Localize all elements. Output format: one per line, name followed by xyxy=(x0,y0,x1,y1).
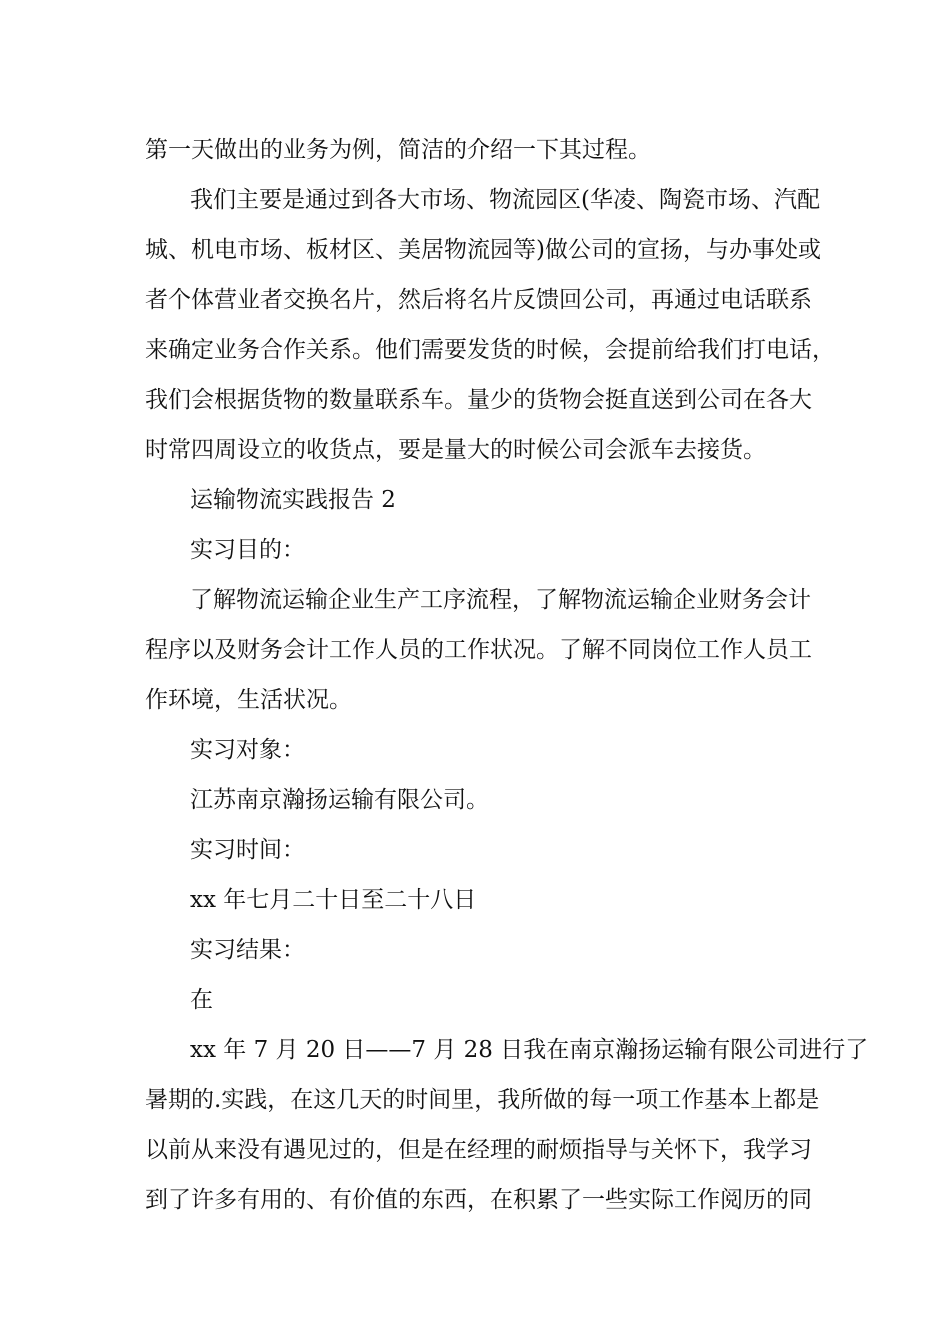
text-line: 作环境，生活状况。 xyxy=(145,687,352,713)
text-line: 第一天做出的业务为例，简洁的介绍一下其过程。 xyxy=(145,137,651,163)
text-line: 江苏南京瀚扬运输有限公司。 xyxy=(190,787,489,813)
text-line: xx 年 7 月 20 日——7 月 28 日我在南京瀚扬运输有限公司进行了 xyxy=(190,1037,869,1063)
field-label: 实习时间： xyxy=(190,837,305,863)
text-line: 者个体营业者交换名片，然后将名片反馈回公司，再通过电话联系 xyxy=(145,287,812,313)
field-label: 实习对象： xyxy=(190,737,305,763)
text-line: 程序以及财务会计工作人员的工作状况。了解不同岗位工作人员工 xyxy=(145,637,812,663)
text-line: 以前从来没有遇见过的，但是在经理的耐烦指导与关怀下，我学习 xyxy=(145,1137,812,1163)
text-line: xx 年七月二十日至二十八日 xyxy=(190,887,477,913)
section-heading: 运输物流实践报告 2 xyxy=(190,487,396,513)
text-line: 城、机电市场、板材区、美居物流园等)做公司的宣扬，与办事处或 xyxy=(145,237,821,263)
field-label: 实习结果： xyxy=(190,937,305,963)
text-line: 我们会根据货物的数量联系车。量少的货物会挺直送到公司在各大 xyxy=(145,387,812,413)
text-line: 来确定业务合作关系。他们需要发货的时候，会提前给我们打电话， xyxy=(145,337,835,363)
text-line: 到了许多有用的、有价值的东西，在积累了一些实际工作阅历的同 xyxy=(145,1187,812,1213)
text-line: 暑期的.实践，在这几天的时间里，我所做的每一项工作基本上都是 xyxy=(145,1087,820,1113)
text-line: 了解物流运输企业生产工序流程，了解物流运输企业财务会计 xyxy=(190,587,811,613)
field-label: 实习目的： xyxy=(190,537,305,563)
text-line: 我们主要是通过到各大市场、物流园区(华凌、陶瓷市场、汽配 xyxy=(190,187,820,213)
text-line: 在 xyxy=(190,987,213,1013)
text-line: 时常四周设立的收货点，要是量大的时候公司会派车去接货。 xyxy=(145,437,766,463)
